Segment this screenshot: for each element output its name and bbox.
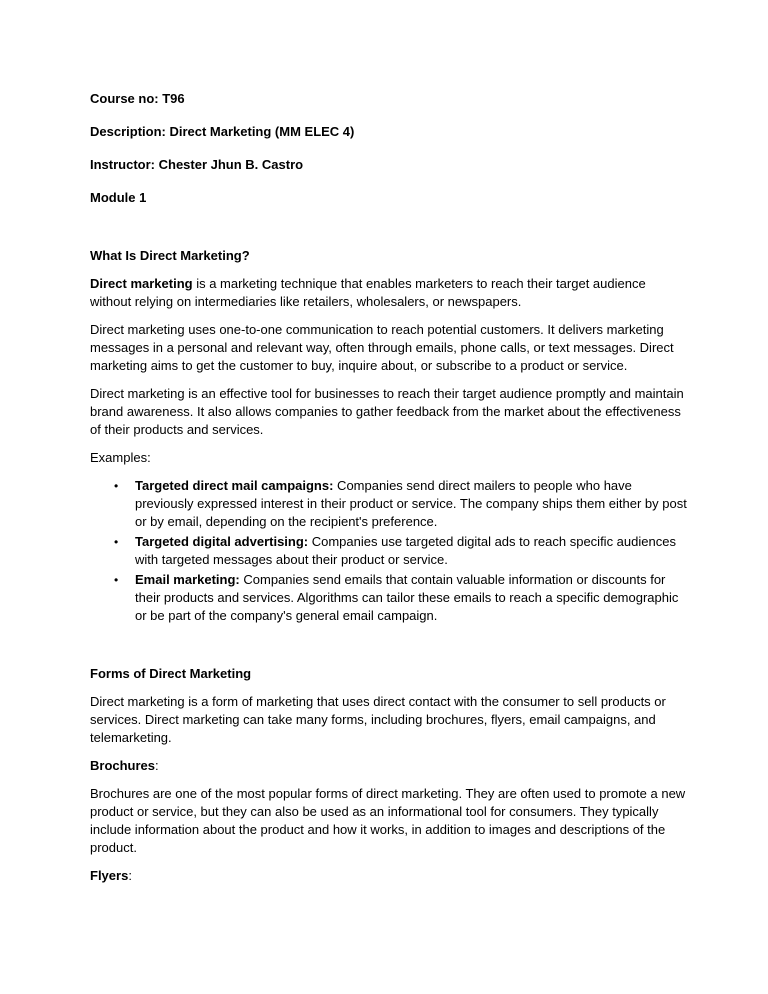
list-item bbox=[114, 477, 690, 531]
module-label: Module 1 bbox=[90, 190, 147, 205]
course-description: Description: Direct Marketing (MM ELEC 4) bbox=[90, 124, 355, 139]
document-body bbox=[90, 90, 690, 895]
list-item bbox=[114, 571, 690, 625]
paragraph-communication: Direct marketing uses one-to-one communication to reach potential customers. It delivers marketing messages in a personal and relevant way, often through emails, phone calls, or text messages. Direct marketing aims to get the customer to buy, inquire about, or subscribe to a product or service. bbox=[90, 322, 674, 373]
term-direct-marketing: Direct marketing bbox=[90, 276, 193, 291]
paragraph-brochures: Brochures are one of the most popular forms of direct marketing. They are often used to promote a new product or service, but they can also be used as an informational tool for consumers. They typically include information about the product and how it works, in addition to images and descriptions of the product. bbox=[90, 786, 686, 855]
section-heading-forms: Forms of Direct Marketing bbox=[90, 666, 252, 681]
list-item-text: Companies send emails that contain valuable information or discounts for their products and services. Algorithms can tailor these emails to reach a specific demographic or be part of the company's general email campaign. bbox=[135, 572, 679, 623]
list-item-text: Companies use targeted digital ads to reach specific audiences with targeted messages about their product or service. bbox=[135, 534, 676, 567]
paragraph-definition bbox=[90, 275, 690, 311]
list-item-title: Targeted digital advertising: bbox=[135, 534, 309, 549]
section-heading-what-is: What Is Direct Marketing? bbox=[90, 248, 250, 263]
bullet-icon: • bbox=[114, 479, 119, 493]
list-item-title: Email marketing: bbox=[135, 572, 240, 587]
list-item bbox=[114, 533, 690, 569]
definition-text: is a marketing technique that enables marketers to reach their target audience without relying on intermediaries like retailers, wholesalers, or newspapers. bbox=[90, 276, 646, 309]
paragraph-forms-intro: Direct marketing is a form of marketing that uses direct contact with the consumer to sell products or services. Direct marketing can take many forms, including brochures, flyers, email campaigns, and telemarketing. bbox=[90, 694, 666, 745]
instructor: Instructor: Chester Jhun B. Castro bbox=[90, 157, 304, 172]
examples-list bbox=[90, 477, 690, 625]
bullet-icon: • bbox=[114, 535, 119, 549]
subheading-brochures: Brochures: bbox=[90, 758, 159, 773]
list-item-text: Companies send direct mailers to people who have previously expressed interest in their product or service. The company ships them either by post or by email, depending on the recipient's preference. bbox=[135, 478, 687, 529]
examples-label: Examples: bbox=[90, 450, 151, 465]
list-item-title: Targeted direct mail campaigns: bbox=[135, 478, 334, 493]
subheading-flyers: Flyers: bbox=[90, 868, 132, 883]
bullet-icon: • bbox=[114, 573, 119, 587]
paragraph-effectiveness: Direct marketing is an effective tool for businesses to reach their target audience promptly and maintain brand awareness. It also allows companies to gather feedback from the market about the effectiveness of their products and services. bbox=[90, 386, 684, 437]
course-number: Course no: T96 bbox=[90, 91, 185, 106]
